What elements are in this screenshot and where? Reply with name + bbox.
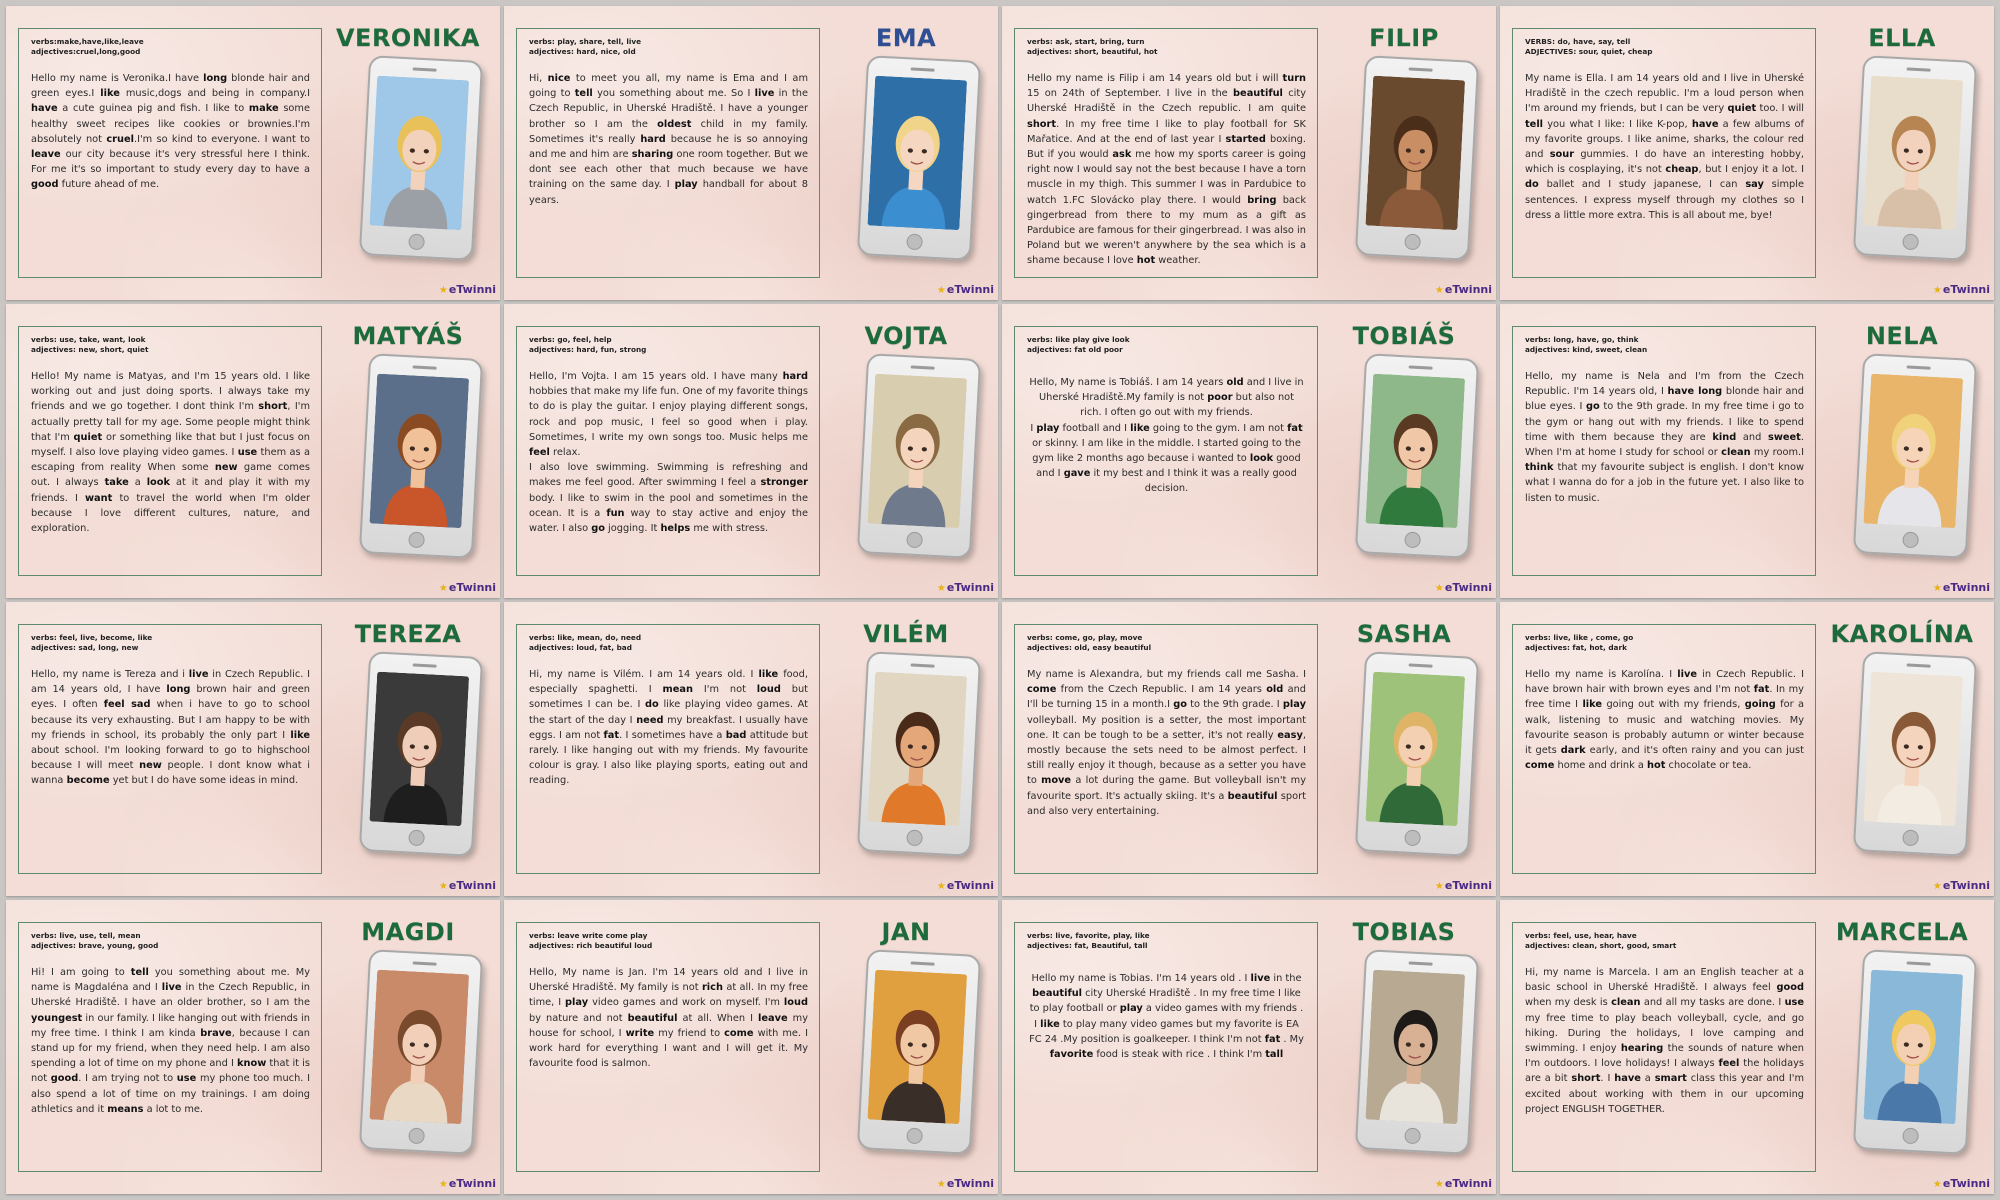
adjectives-line — [1525, 941, 1804, 951]
phone-home-button — [408, 829, 425, 846]
portrait-illustration — [1863, 374, 1963, 529]
bio-text: Hello, My name is Tobiáš. I am 14 years old and I live in Uherské Hradiště.My family is not poor but also not rich. I often go out with my friends. I play football and I like going to the gym. I am not fat or skinny. I am like in the middle. I started going to the gym like 2 months ago because i wanted to look good and I gave it my best and I think it was a really good decision. — [1029, 377, 1304, 495]
phone-screen — [867, 672, 967, 827]
adjectives-text: adjectives: short, beautiful, hot — [1027, 47, 1158, 56]
profile-slide — [504, 602, 998, 896]
adjectives-line — [1027, 941, 1306, 951]
phone-frame — [857, 55, 981, 261]
verbs-text: verbs: leave write come play — [529, 931, 648, 940]
adjectives-text: adjectives: fat, Beautiful, tall — [1027, 941, 1148, 950]
phone-screen — [1863, 76, 1963, 231]
adjectives-line — [529, 345, 808, 355]
etwinning-logo — [439, 581, 496, 594]
vocabulary-block — [1027, 633, 1306, 653]
verbs-line — [1027, 931, 1306, 941]
phone-speaker — [911, 365, 935, 369]
phone-home-button — [906, 233, 923, 250]
phone-speaker — [911, 961, 935, 965]
profile-text-box — [1512, 922, 1816, 1172]
adjectives-line — [1027, 47, 1306, 57]
phone-screen — [867, 374, 967, 529]
adjectives-line — [1027, 643, 1306, 653]
phone-home-button — [1902, 829, 1919, 846]
phone-home-button — [408, 531, 425, 548]
vocabulary-block — [529, 37, 808, 57]
etwinning-logo-text: eTwinni — [1942, 879, 1990, 892]
verbs-line — [529, 37, 808, 47]
profile-text-box — [1014, 624, 1318, 874]
student-name-heading: SASHA — [1356, 620, 1452, 648]
phone-home-button — [1902, 233, 1919, 250]
etwinning-logo — [937, 283, 994, 296]
profile-slide — [1002, 6, 1496, 300]
etwinning-logo — [1933, 1177, 1990, 1190]
verbs-line — [1027, 633, 1306, 643]
portrait-illustration — [1365, 374, 1465, 529]
phone-frame — [359, 55, 483, 261]
vocabulary-block — [529, 335, 808, 355]
etwinning-logo-text: eTwinni — [1444, 581, 1492, 594]
bio-text: Hello my name is Veronika.I have long blonde hair and green eyes.I like music,dogs and being in company.I have a cute guinea pig and fish. I like to make some healthy sweet recipes like cookies or brownies.I'm absolutely not cruel.I'm so kind to everyone. I want to leave our city because it's very stressful here I think. For me it's so important to study every day to have a good future ahead of me. — [31, 73, 311, 191]
portrait-illustration — [369, 970, 469, 1125]
phone-frame — [359, 949, 483, 1155]
star-swoosh-icon: ★ — [936, 583, 946, 594]
star-swoosh-icon: ★ — [936, 881, 946, 892]
verbs-line — [1525, 335, 1804, 345]
phone-home-button — [1404, 531, 1421, 548]
phone-screen — [1365, 970, 1465, 1125]
star-swoosh-icon: ★ — [1932, 285, 1942, 296]
portrait-illustration — [1365, 76, 1465, 231]
phone-screen — [1863, 374, 1963, 529]
vocabulary-block — [1027, 335, 1306, 355]
phone-home-button — [408, 233, 425, 250]
bio-text: Hello, My name is Jan. I'm 14 years old and I live in Uherské Hradiště. My family is not rich at all. In my free time, I play video games and work on myself. I'm loud by nature and not beautiful at all. When I leave my house for school, I write my friend to come with me. I work hard for everything I want and I will get it. My favourite food is salmon. — [529, 967, 808, 1070]
adjectives-text: adjectives: old, easy beautiful — [1027, 643, 1152, 652]
portrait-illustration — [1365, 970, 1465, 1125]
phone-home-button — [1902, 1127, 1919, 1144]
phone-speaker — [1409, 663, 1433, 667]
profile-slide — [6, 304, 500, 598]
verbs-line — [529, 335, 808, 345]
student-name-heading: NELA — [1865, 322, 1939, 350]
profile-slide — [1002, 304, 1496, 598]
verbs-text: verbs: live, use, tell, mean — [31, 931, 141, 940]
phone-frame — [857, 353, 981, 559]
etwinning-logo-text: eTwinni — [448, 581, 496, 594]
verbs-line — [1525, 633, 1804, 643]
phone-frame — [1355, 651, 1479, 857]
student-name-heading: VOJTA — [864, 322, 948, 350]
etwinning-logo-text: eTwinni — [1444, 283, 1492, 296]
profile-slide — [6, 900, 500, 1194]
phone-screen — [867, 76, 967, 231]
vocabulary-block — [31, 335, 310, 355]
profile-slide — [504, 304, 998, 598]
verbs-line — [1027, 37, 1306, 47]
vocabulary-block — [1027, 931, 1306, 951]
etwinning-logo — [1435, 879, 1492, 892]
profile-text-box — [1014, 326, 1318, 576]
verbs-text: verbs: like, mean, do, need — [529, 633, 642, 642]
phone-speaker — [413, 961, 437, 965]
verbs-line — [529, 931, 808, 941]
phone-speaker — [1907, 663, 1931, 667]
portrait-illustration — [867, 374, 967, 529]
bio-text: Hello, my name is Nela and I'm from the Czech Republic. I'm 14 years old, I have long blonde hair and blue eyes. I go to the 9th grade. In my free time i go to the gym or hang out with my friends. I like to spend time with them because they are kind and sweet. When I'm at home I study for school or clean my room.I think that my favourite subject is english. I don't know what I wanna do for a job in the future yet. I also like to listen to music. — [1525, 371, 1804, 504]
vocabulary-block — [31, 37, 310, 57]
student-name-heading: ELLA — [1868, 24, 1936, 52]
star-swoosh-icon: ★ — [936, 1179, 946, 1190]
phone-frame — [359, 651, 483, 857]
profile-slide — [1500, 6, 1994, 300]
adjectives-text: ADJECTIVES: sour, quiet, cheap — [1525, 47, 1653, 56]
verbs-line — [1525, 931, 1804, 941]
student-name-heading: VERONIKA — [335, 24, 481, 52]
vocabulary-block — [31, 931, 310, 951]
phone-speaker — [1409, 365, 1433, 369]
adjectives-text: adjectives: hard, nice, old — [529, 47, 636, 56]
verbs-text: verbs: come, go, play, move — [1027, 633, 1143, 642]
phone-frame — [1355, 353, 1479, 559]
verbs-text: VERBS: do, have, say, tell — [1525, 37, 1631, 46]
phone-frame — [857, 651, 981, 857]
adjectives-text: adjectives: clean, short, good, smart — [1525, 941, 1677, 950]
etwinning-logo — [1435, 283, 1492, 296]
phone-speaker — [413, 365, 437, 369]
phone-home-button — [1404, 829, 1421, 846]
profile-text-box — [1014, 922, 1318, 1172]
bio-text: Hello, I'm Vojta. I am 15 years old. I have many hard hobbies that make my life fun. One of my favorite things to do is play the guitar. I enjoy playing different songs, rock and pop music, I feel so good when i play. Sometimes, I write my own songs too. Music helps me feel relax. I also love swimming. Swimming is refreshing and makes me feel good. After swimming I feel a stronger body. I like to swim in the pool and sometimes in the ocean. It is a fun way to stay active and enjoy the water. I also go jogging. It helps me with stress. — [529, 371, 808, 535]
phone-screen — [1863, 672, 1963, 827]
etwinning-logo — [937, 879, 994, 892]
profile-slide — [1002, 602, 1496, 896]
profile-slide — [504, 6, 998, 300]
etwinning-logo — [439, 283, 496, 296]
star-swoosh-icon: ★ — [1932, 881, 1942, 892]
etwinning-logo-text: eTwinni — [1444, 879, 1492, 892]
adjectives-text: adjectives:cruel,long,good — [31, 47, 141, 56]
phone-home-button — [906, 1127, 923, 1144]
adjectives-line — [529, 47, 808, 57]
profile-text-box — [516, 326, 820, 576]
portrait-illustration — [1365, 672, 1465, 827]
phone-speaker — [911, 663, 935, 667]
profile-text-box — [1512, 624, 1816, 874]
phone-speaker — [1907, 67, 1931, 71]
verbs-text: verbs: feel, use, hear, have — [1525, 931, 1637, 940]
phone-home-button — [906, 829, 923, 846]
verbs-text: verbs: long, have, go, think — [1525, 335, 1639, 344]
phone-frame — [1355, 55, 1479, 261]
profile-slide — [1500, 304, 1994, 598]
adjectives-text: adjectives: sad, long, new — [31, 643, 139, 652]
adjectives-text: adjectives: fat, hot, dark — [1525, 643, 1627, 652]
star-swoosh-icon: ★ — [1434, 285, 1444, 296]
vocabulary-block — [1525, 633, 1804, 653]
portrait-illustration — [369, 76, 469, 231]
profile-text-box — [18, 326, 322, 576]
student-name-heading: JAN — [881, 918, 931, 946]
etwinning-logo-text: eTwinni — [946, 1177, 994, 1190]
etwinning-logo — [439, 879, 496, 892]
verbs-line — [31, 633, 310, 643]
portrait-illustration — [867, 970, 967, 1125]
etwinning-logo — [1933, 581, 1990, 594]
etwinning-logo-text: eTwinni — [1942, 581, 1990, 594]
vocabulary-block — [1525, 37, 1804, 57]
etwinning-logo-text: eTwinni — [448, 879, 496, 892]
verbs-text: verbs: like play give look — [1027, 335, 1130, 344]
bio-text: Hi, nice to meet you all, my name is Ema and I am going to tell you something about me. So I live in the Czech Republic, in Uherské Hradiště. I have a younger brother so I am the oldest child in my family. Sometimes it's really hard because he is so annoying and me and him are sharing one room together. But we dont see each other that much because we have training on the same day. I play handball for about 8 years. — [529, 73, 809, 206]
etwinning-logo-text: eTwinni — [1942, 283, 1990, 296]
etwinning-logo — [1933, 283, 1990, 296]
vocabulary-block — [1525, 335, 1804, 355]
profile-text-box — [1512, 28, 1816, 278]
bio-text: Hi! I am going to tell you something about me. My name is Magdaléna and I live in the Czech Republic, in Uherské Hradiště. I have an older brother, so I am the youngest in our family. I like hanging out with friends in my free time. I think I am kinda brave, because I can stand up for my friend, when they need help. I am also spending a lot of time on my phone and I know that it is not good. I am trying not to use my phone too much. I also spend a lot of time on my trainings. I am doing athletics and it means a lot to me. — [31, 967, 310, 1115]
verbs-text: verbs: play, share, tell, live — [529, 37, 642, 46]
profile-slide — [6, 602, 500, 896]
star-swoosh-icon: ★ — [1434, 583, 1444, 594]
etwinning-logo-text: eTwinni — [1942, 1177, 1990, 1190]
bio-text: Hello my name is Tobias. I'm 14 years old . I live in the beautiful city Uherské Hradiště . In my free time I like to play football or play a video games with my friends . I like to play many video games but my favorite is EA FC 24 .My position is goalkeeper. I think I'm not fat . My favorite food is steak with rice . I think I'm tall — [1029, 973, 1304, 1061]
profile-text-box — [516, 624, 820, 874]
bio-text: Hi, my name is Marcela. I am an English teacher at a basic school in Uherské Hradiště. I always feel good when my desk is clean and all my tasks are done. I use my free time to play beach volleyball, cycle, and go hiking. During the holidays, I love camping and swimming. I enjoy hearing the sounds of nature when I'm outdoors. I love holidays! I always feel the holidays are a bit short. I have a smart class this year and I'm excited about working with them in our upcoming project ENGLISH TOGETHER. — [1525, 967, 1805, 1115]
phone-home-button — [906, 531, 923, 548]
phone-screen — [369, 970, 469, 1125]
phone-frame — [1853, 353, 1977, 559]
etwinning-logo — [1435, 581, 1492, 594]
star-swoosh-icon: ★ — [1434, 1179, 1444, 1190]
star-swoosh-icon: ★ — [1932, 1179, 1942, 1190]
bio-text: Hello! My name is Matyas, and I'm 15 years old. I like working out and just doing sports. I always take my friends and we go together. I dont think I'm short, I'm actually pretty tall for my age. Some people might think that I'm quiet or something like that but I just focus on myself. I also love playing video games. I use them as a escaping from reality When some new game comes out. I always take a look at it and play it with my friends. I want to travel the world when I'm older because I love different cultures, nature, and exploration. — [31, 371, 311, 535]
adjectives-line — [31, 941, 310, 951]
profile-slide — [1002, 900, 1496, 1194]
adjectives-text: adjectives: kind, sweet, clean — [1525, 345, 1648, 354]
adjectives-text: adjectives: brave, young, good — [31, 941, 159, 950]
phone-speaker — [1409, 961, 1433, 965]
adjectives-text: adjectives: loud, fat, bad — [529, 643, 632, 652]
verbs-line — [1525, 37, 1804, 47]
verbs-text: verbs:make,have,like,leave — [31, 37, 144, 46]
adjectives-line — [1027, 345, 1306, 355]
phone-frame — [1853, 55, 1977, 261]
adjectives-line — [31, 47, 310, 57]
bio-text: Hello, my name is Tereza and i live in Czech Republic. I am 14 years old, I have long brown hair and green eyes. I often feel sad when i have to go to school because its very exhausting. But I am happy to be with my friends in school, its probably the only part I like about school. I'm looking forward to go to highschool because I will meet new people. I dont know what i wanna become yet but I do have some ideas in mind. — [31, 669, 311, 787]
profile-slide — [1500, 602, 1994, 896]
adjectives-line — [1525, 345, 1804, 355]
etwinning-logo — [1933, 879, 1990, 892]
bio-text: Hello my name is Filip i am 14 years old but i will turn 15 on 24th of September. I live in the beautiful city Uherské Hradiště in the Czech republic. I am quite short. In my free time I like to play football for SK Mařatice. And at the end of last year I started boxing. But if you would ask me how my sports career is going right now I would say not the best because I have a torn muscle in my thigh. This summer I was in Pardubice to watch 1.FC Slovácko play there. I would bring back gingerbread from there to my mum as a gift as Pardubice are famous for their gingerbread. I was also in Poland but we weren't anywhere by the sea which is a shame because I love hot weather. — [1027, 73, 1306, 267]
verbs-text: verbs: ask, start, bring, turn — [1027, 37, 1145, 46]
verbs-text: verbs: use, take, want, look — [31, 335, 146, 344]
profile-text-box — [1512, 326, 1816, 576]
etwinning-logo-text: eTwinni — [448, 283, 496, 296]
star-swoosh-icon: ★ — [1932, 583, 1942, 594]
verbs-line — [31, 335, 310, 345]
verbs-line — [31, 37, 310, 47]
portrait-illustration — [867, 76, 967, 231]
phone-screen — [1365, 374, 1465, 529]
student-name-heading: FILIP — [1369, 24, 1439, 52]
slide-grid — [6, 6, 1994, 1194]
phone-screen — [369, 672, 469, 827]
phone-speaker — [1907, 961, 1931, 965]
adjectives-line — [529, 643, 808, 653]
phone-speaker — [911, 67, 935, 71]
profile-text-box — [18, 624, 322, 874]
etwinning-logo — [1435, 1177, 1492, 1190]
phone-speaker — [413, 67, 437, 71]
vocabulary-block — [31, 633, 310, 653]
profile-text-box — [516, 922, 820, 1172]
adjectives-line — [1525, 47, 1804, 57]
adjectives-line — [1525, 643, 1804, 653]
phone-screen — [1365, 672, 1465, 827]
student-name-heading: TEREZA — [354, 620, 462, 648]
verbs-text: verbs: feel, live, become, like — [31, 633, 153, 642]
adjectives-text: adjectives: fat old poor — [1027, 345, 1123, 354]
star-swoosh-icon: ★ — [438, 583, 448, 594]
portrait-illustration — [369, 672, 469, 827]
profile-text-box — [18, 28, 322, 278]
phone-screen — [1863, 970, 1963, 1125]
student-name-heading: TOBIÁŠ — [1352, 322, 1456, 350]
etwinning-logo-text: eTwinni — [1444, 1177, 1492, 1190]
phone-frame — [1355, 949, 1479, 1155]
vocabulary-block — [529, 931, 808, 951]
adjectives-text: adjectives: hard, fun, strong — [529, 345, 647, 354]
etwinning-logo — [937, 581, 994, 594]
star-swoosh-icon: ★ — [438, 1179, 448, 1190]
student-name-heading: VILÉM — [863, 620, 949, 648]
star-swoosh-icon: ★ — [1434, 881, 1444, 892]
verbs-line — [1027, 335, 1306, 345]
phone-screen — [1365, 76, 1465, 231]
portrait-illustration — [369, 374, 469, 529]
star-swoosh-icon: ★ — [936, 285, 946, 296]
phone-speaker — [1907, 365, 1931, 369]
student-name-heading: MARCELA — [1835, 918, 1969, 946]
verbs-text: verbs: go, feel, help — [529, 335, 612, 344]
verbs-text: verbs: live, favorite, play, like — [1027, 931, 1150, 940]
student-name-heading: EMA — [875, 24, 937, 52]
adjectives-text: adjectives: rich beautiful loud — [529, 941, 653, 950]
profile-text-box — [516, 28, 820, 278]
phone-speaker — [1409, 67, 1433, 71]
phone-frame — [1853, 651, 1977, 857]
etwinning-logo — [937, 1177, 994, 1190]
profile-slide — [504, 900, 998, 1194]
vocabulary-block — [1525, 931, 1804, 951]
phone-home-button — [1902, 531, 1919, 548]
adjectives-line — [31, 643, 310, 653]
phone-home-button — [408, 1127, 425, 1144]
etwinning-logo-text: eTwinni — [946, 581, 994, 594]
phone-home-button — [1404, 233, 1421, 250]
student-name-heading: MAGDI — [361, 918, 455, 946]
bio-text: My name is Alexandra, but my friends call me Sasha. I come from the Czech Republic. I am 14 years old and I'll be turning 15 in a month.I go to the 9th grade. I play volleyball. My position is a setter, the most important one. It can be tough to be a setter, it's not really easy, mostly because the sets need to be almost perfect. I still really enjoy it though, because as a setter you have to move a lot during the game. But volleyball isn't my favourite sport. It's actually skiing. It's a beautiful sport and also very entertaining. — [1027, 669, 1307, 817]
bio-text: Hi, my name is Vilém. I am 14 years old. I like food, especially spaghetti. I mean I'm not loud but sometimes I can be. I do like playing video games. At the start of the day I need my breakfast. I usually have eggs. I am not fat. I sometimes have a bad attitude but rarely. I like hanging out with my friends. My favourite colour is gray. I also like playing sports, eating out and reading. — [529, 669, 809, 787]
phone-frame — [1853, 949, 1977, 1155]
profile-text-box — [18, 922, 322, 1172]
portrait-illustration — [1863, 76, 1963, 231]
phone-home-button — [1404, 1127, 1421, 1144]
profile-slide — [6, 6, 500, 300]
phone-screen — [369, 76, 469, 231]
vocabulary-block — [529, 633, 808, 653]
star-swoosh-icon: ★ — [438, 881, 448, 892]
student-name-heading: MATYÁŠ — [352, 322, 464, 350]
portrait-illustration — [1863, 672, 1963, 827]
portrait-illustration — [1863, 970, 1963, 1125]
profile-text-box — [1014, 28, 1318, 278]
phone-screen — [369, 374, 469, 529]
profile-slide — [1500, 900, 1994, 1194]
phone-frame — [359, 353, 483, 559]
portrait-illustration — [867, 672, 967, 827]
etwinning-logo-text: eTwinni — [448, 1177, 496, 1190]
etwinning-logo-text: eTwinni — [946, 879, 994, 892]
adjectives-text: adjectives: new, short, quiet — [31, 345, 149, 354]
student-name-heading: TOBIAS — [1352, 918, 1456, 946]
bio-text: My name is Ella. I am 14 years old and I live in Uherské Hradiště in the czech republic. I'm a loud person when I'm around my friends, but I can be very quiet too. I will tell you what I like: I like K-pop, have a few albums of my favorite groups. I like anime, sharks, the colour red and sour gummies. I do have an interesting hobby, which is cosplaying, it's not cheap, but I enjoy it a lot. I do ballet and I study japanese, I can say simple sentences. I express myself through my clothes so I dress a little more extra. This is all about me, bye! — [1525, 73, 1805, 221]
etwinning-logo-text: eTwinni — [946, 283, 994, 296]
verbs-text: verbs: live, like , come, go — [1525, 633, 1634, 642]
phone-screen — [867, 970, 967, 1125]
star-swoosh-icon: ★ — [438, 285, 448, 296]
vocabulary-block — [1027, 37, 1306, 57]
verbs-line — [529, 633, 808, 643]
phone-speaker — [413, 663, 437, 667]
etwinning-logo — [439, 1177, 496, 1190]
phone-frame — [857, 949, 981, 1155]
student-name-heading: KAROLÍNA — [1830, 620, 1974, 648]
adjectives-line — [31, 345, 310, 355]
adjectives-line — [529, 941, 808, 951]
verbs-line — [31, 931, 310, 941]
bio-text: Hello my name is Karolína. I live in Czech Republic. I have brown hair with brown eyes and I'm not fat. In my free time I like going out with my friends, going for a walk, listening to music and watching movies. My favourite season is probably autumn or winter because it gets dark early, and it's often rainy and you can just come home and drink a hot chocolate or tea. — [1525, 669, 1805, 772]
